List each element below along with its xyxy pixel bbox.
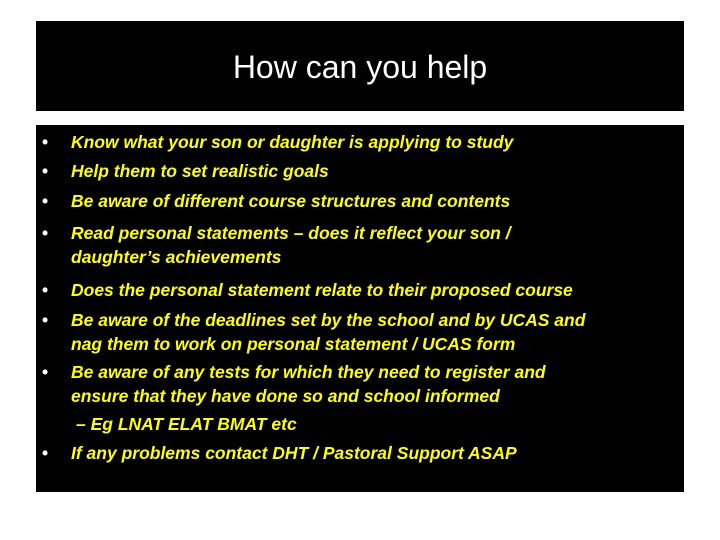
bullet-text: Know what your son or daughter is applying to study — [71, 132, 514, 152]
bullet-text: Be aware of any tests for which they need to register and ensure that they have done so and school informed — [71, 362, 546, 406]
bullet-marker: • — [42, 223, 49, 243]
slide-title: How can you help — [232, 48, 488, 85]
bullet-text: Help them to set realistic goals — [71, 161, 329, 181]
bullet-marker: • — [42, 280, 49, 300]
bullet-marker: • — [42, 362, 49, 382]
bullet-marker: • — [42, 191, 49, 211]
bullet-text: Read personal statements – does it reflect your son / daughter’s achievements — [71, 223, 511, 267]
bullet-marker: • — [42, 310, 49, 330]
bullet-text: Does the personal statement relate to their proposed course — [71, 280, 573, 300]
bullet-text: Be aware of different course structures and contents — [71, 191, 511, 211]
bullet-text: If any problems contact DHT / Pastoral Support ASAP — [71, 443, 517, 463]
sub-bullet-text: – Eg LNAT ELAT BMAT etc — [76, 414, 297, 434]
title-box — [36, 21, 684, 111]
bullet-list-box — [36, 125, 684, 492]
bullet-marker: • — [42, 161, 49, 181]
bullet-marker: • — [42, 443, 49, 463]
bullet-text: Be aware of the deadlines set by the school and by UCAS and nag them to work on personal statement / UCAS form — [71, 310, 586, 354]
bullet-marker: • — [42, 132, 49, 152]
